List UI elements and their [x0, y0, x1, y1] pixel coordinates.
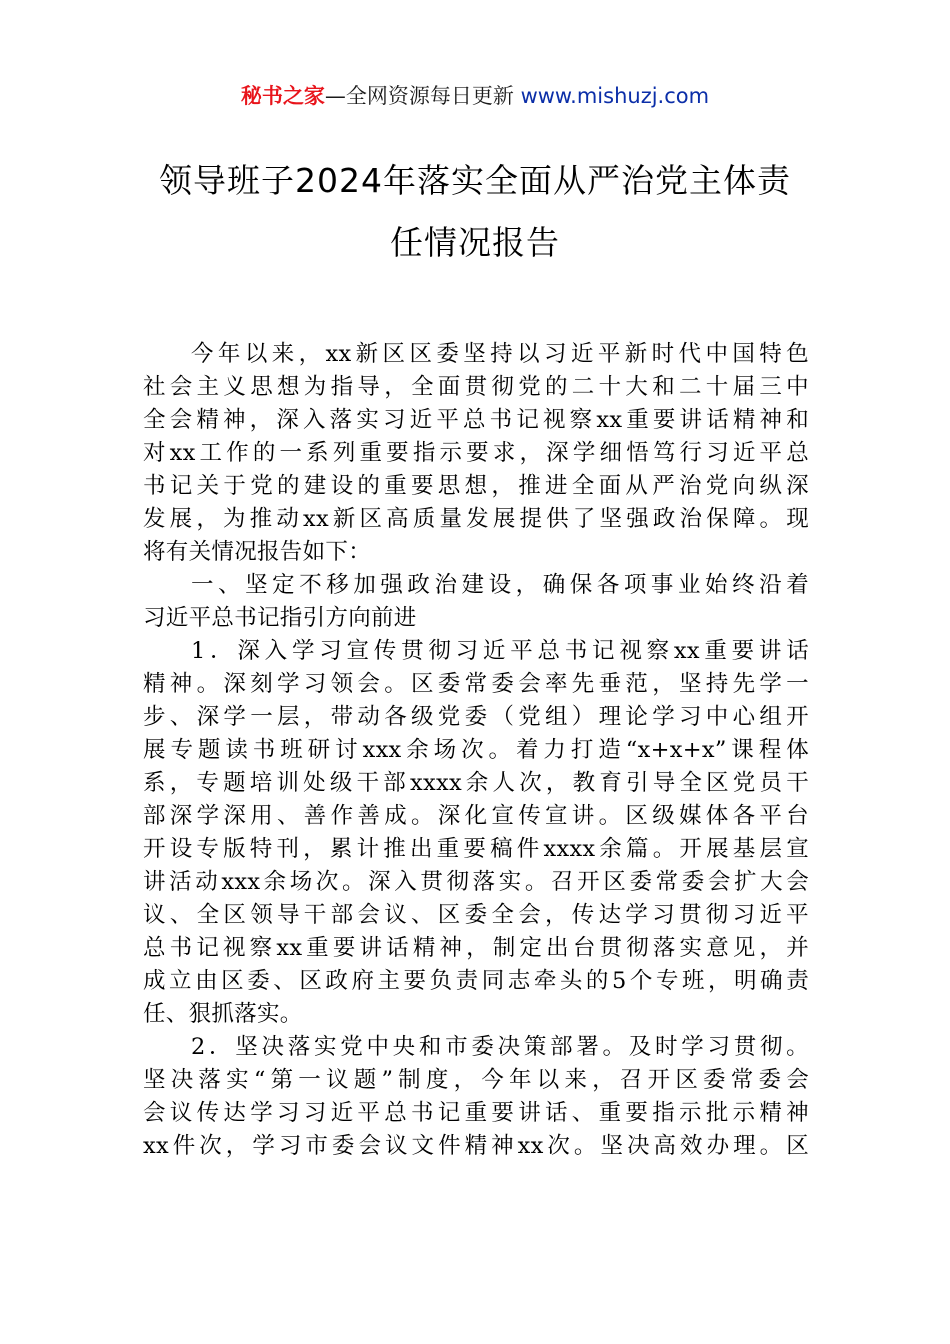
body-line: 发展，为推动xx新区高质量发展提供了坚强政治保障。现 [143, 506, 809, 532]
body-line: 会议传达学习习近平总书记重要讲话、重要指示批示精神 [143, 1100, 809, 1126]
body-line: 今年以来，xx新区区委坚持以习近平新时代中国特色 [191, 341, 809, 367]
body-line: 讲活动xxx余场次。深入贯彻落实。召开区委常委会扩大会 [143, 869, 809, 895]
title-line-1: 领导班子2024年落实全面从严治党主体责 [159, 161, 791, 200]
section-heading-1-cont: 习近平总书记指引方向前进 [143, 605, 417, 631]
body-line: 系，专题培训处级干部xxxx余人次，教育引导全区党员干 [143, 770, 809, 796]
body-line: 议、全区领导干部会议、区委全会，传达学习贯彻习近平 [143, 902, 809, 928]
body-line: 全会精神，深入落实习近平总书记视察xx重要讲话精神和 [143, 407, 809, 433]
brand-name: 秘书之家 [240, 84, 325, 108]
document-body [143, 338, 809, 1163]
title-line-2: 任情况报告 [390, 223, 560, 262]
body-line: 展专题读书班研讨xxx余场次。着力打造“x+x+x”课程体 [143, 737, 809, 763]
section-heading-1: 一、坚定不移加强政治建设，确保各项事业始终沿着 [191, 572, 809, 598]
body-line: 成立由区委、区政府主要负责同志牵头的5个专班，明确责 [143, 968, 809, 994]
body-line: 坚决落实“第一议题”制度，今年以来，召开区委常委会 [143, 1067, 809, 1093]
site-url-link[interactable]: www.mishuzj.com [520, 84, 710, 108]
header-tagline: —全网资源每日更新 [324, 84, 521, 108]
body-line: xx件次，学习市委会议文件精神xx次。坚决高效办理。区 [143, 1133, 809, 1159]
body-line: 精神。深刻学习领会。区委常委会率先垂范，坚持先学一 [143, 671, 809, 697]
body-line: 开设专版特刊，累计推出重要稿件xxxx余篇。开展基层宣 [143, 836, 809, 862]
body-line: 任、狠抓落实。 [143, 1001, 303, 1027]
body-line: 社会主义思想为指导，全面贯彻党的二十大和二十届三中 [143, 374, 809, 400]
body-line: 2．坚决落实党中央和市委决策部署。及时学习贯彻。 [191, 1034, 809, 1060]
body-line: 步、深学一层，带动各级党委（党组）理论学习中心组开 [143, 704, 809, 730]
body-line: 对xx工作的一系列重要指示要求，深学细悟笃行习近平总 [143, 440, 809, 466]
site-header [0, 80, 950, 112]
body-line: 1．深入学习宣传贯彻习近平总书记视察xx重要讲话 [191, 638, 809, 664]
body-line: 总书记视察xx重要讲话精神，制定出台贯彻落实意见，并 [143, 935, 809, 961]
document-title [130, 150, 820, 274]
body-line: 书记关于党的建设的重要思想，推进全面从严治党向纵深 [143, 473, 809, 499]
body-line: 部深学深用、善作善成。深化宣传宣讲。区级媒体各平台 [143, 803, 809, 829]
body-line: 将有关情况报告如下： [143, 539, 372, 565]
